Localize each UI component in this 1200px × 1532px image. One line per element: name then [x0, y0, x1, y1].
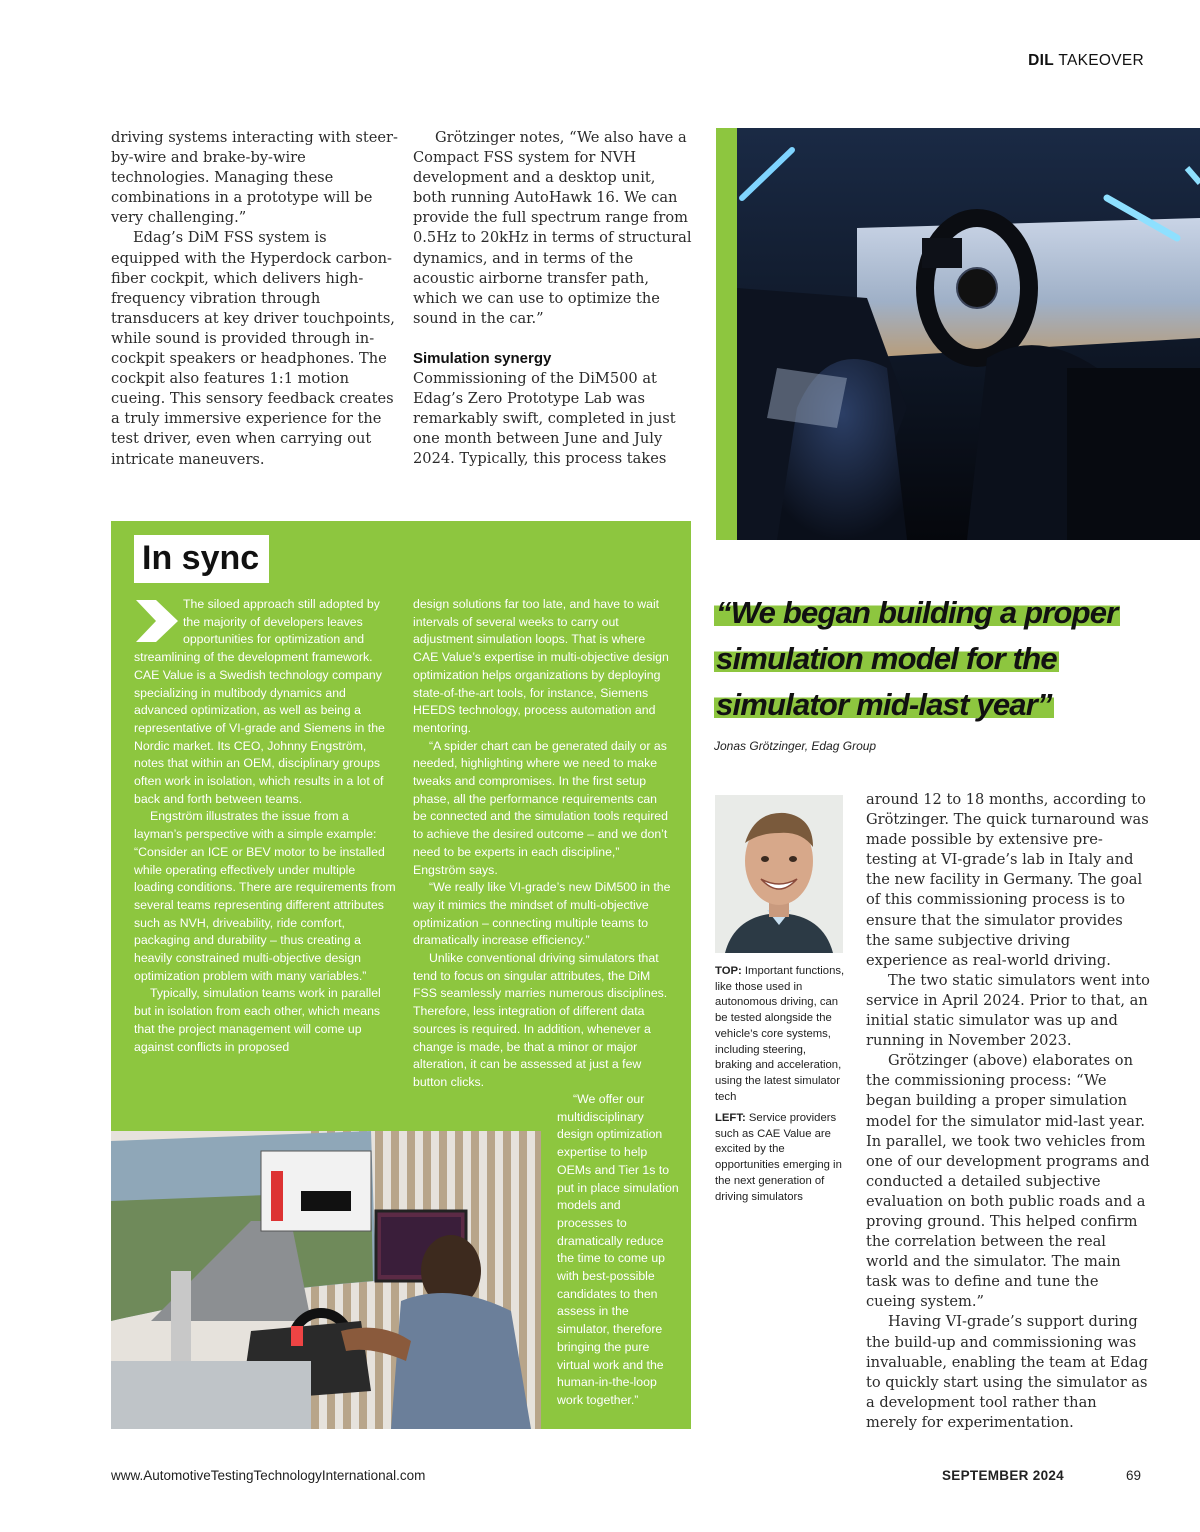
article-paragraph: The two static simulators went into service in April 2024. Prior to that, an initial static simulator was up and running in November 2023. [866, 971, 1150, 1050]
section-header [1028, 52, 1144, 70]
simulator-photo [111, 1131, 541, 1429]
sidebar-lead: The siloed approach still adopted by the majority of developers leaves opportunities for optimization and [183, 597, 380, 647]
section-header-rest: TAKEOVER [1058, 52, 1144, 69]
caption-left [715, 1111, 845, 1205]
pull-quote-attribution: Jonas Grötzinger, Edag Group [714, 739, 877, 753]
caption-label: LEFT: [715, 1112, 746, 1124]
pull-quote-line: “We began building a proper [716, 595, 1118, 630]
sidebar-paragraph: streamlining of the development framework. CAE Value is a Swedish technology company specializing in multibody dynamics and advanced optimization, as well as being a representative of VI-grade and Siemens in the Nordic market. Its CEO, Johnny Engström, notes that within an OEM, disciplinary groups often work in isolation, which results in a lot of back and forth between teams. [134, 650, 385, 806]
article-paragraph: Grötzinger notes, “We also have a Compact FSS system for NVH development and a desktop unit, both running AutoHawk 16. We can provide the full spectrum range from 0.5Hz to 20kHz in terms of structural dynamics, and in terms of the acoustic airborne transfer path, which we can use to optimize the sound in the car.” [413, 129, 692, 327]
subheading: Simulation synergy [413, 349, 552, 367]
portrait-photo [715, 795, 843, 953]
caption-text: Important functions, like those used in autonomous driving, can be tested alongside the vehicle’s core systems, including steering, braking and acceleration, using the latest simulator tech [715, 965, 845, 1103]
sidebar-column-1 [134, 596, 396, 1056]
cockpit-photo [737, 128, 1200, 540]
section-header-bold: DIL [1028, 52, 1054, 69]
article-paragraph: Grötzinger (above) elaborates on the commissioning process: “We began building a proper simulation model for the simulator mid-last year. In parallel, we took two vehicles from one of our development programs and conducted a detailed subjective evaluation on both public roads and a proving ground. This helped confirm the correlation between the real world and the simulator. The main task was to define and tune the cueing system.” [866, 1052, 1150, 1311]
sidebar-paragraph: “We offer our multidisciplinary design optimization expertise to help OEMs and Tier 1s to put in place simulation models and processes to dramatically reduce the time to come up with best-possible candidates to then assess in the simulator, therefore bringing the pure virtual work and the human-in-the-loop work together.” [557, 1092, 679, 1407]
caption-top [715, 964, 845, 1105]
article-column-3 [866, 790, 1150, 1433]
sidebar-paragraph: Unlike conventional driving simulators that tend to focus on singular attributes, the DiM FSS seamlessly marries numerous disciplines. Therefore, less integration of different data sources is required. In addition, whenever a change is made, be that a minor or major alteration, it can be assessed at just a few button clicks. [413, 951, 668, 1089]
page-number: 69 [1126, 1468, 1142, 1483]
article-paragraph: Having VI-grade’s support during the build-up and commissioning was invaluable, enabling the team at Edag to quickly start using the simulator as a development tool rather than merely for experimentation. [866, 1313, 1148, 1431]
sidebar-paragraph: “A spider chart can be generated daily or as needed, highlighting where we need to make tweaks and compromises. In the first setup phase, all the performance requirements can be connected and the simulation tools required to achieve the desired outcome – and we don’t need to be experts in each discipline,” Engström says. [413, 738, 668, 877]
sidebar-paragraph: design solutions far too late, and have to wait intervals of several weeks to carry out adjustment simulation loops. That is where CAE Value’s expertise in multi-objective design optimization helps organizations by deploying state-of-the-art tools, for instance, Siemens HEEDS technology, process automation and mentoring. [413, 597, 669, 735]
sidebar-title: In sync [134, 535, 269, 583]
article-paragraph: around 12 to 18 months, according to Grötzinger. The quick turnaround was made possible by extensive pre-testing at VI-grade’s lab in Italy and the new facility in Germany. The goal of this commissioning process is to ensure that the simulator provides the same subjective driving experience as real-world driving. [866, 791, 1149, 969]
article-paragraph: Edag’s DiM FSS system is equipped with the Hyperdock carbon-fiber cockpit, which delivers high-frequency vibration through transducers at key driver touchpoints, while sound is provided through in-cockpit speakers or headphones. The cockpit also features 1:1 motion cueing. This sensory feedback creates a truly immersive experience for the test driver, even when carrying out intricate maneuvers. [111, 229, 395, 468]
footer-issue-date: SEPTEMBER 2024 [942, 1468, 1064, 1483]
sidebar-paragraph: Engström illustrates the issue from a layman’s perspective with a simple example: “Consider an ICE or BEV motor to be installed while operating effectively under multiple loading conditions. There are requirements from several teams representing different attributes such as NVH, driveability, ride comfort, packaging and durability – thus creating a heavily constrained multi-objective design optimization problem with many variables.” [134, 809, 396, 983]
caption-text: Service providers such as CAE Value are excited by the opportunities emerging in the next generation of driving simulators [715, 1112, 842, 1203]
article-column-1 [111, 128, 399, 470]
sidebar-column-3 [557, 1091, 679, 1410]
article-paragraph: Commissioning of the DiM500 at Edag’s Zero Prototype Lab was remarkably swift, completed in just one month between June and July 2024. Typically, this process takes [413, 370, 676, 468]
pull-quote-line: simulator mid-last year” [716, 687, 1052, 722]
pull-quote-line: simulation model for the [716, 641, 1057, 676]
footer-website-link[interactable]: www.AutomotiveTestingTechnologyInternational.com [111, 1468, 426, 1483]
sidebar-paragraph: “We really like VI-grade’s new DiM500 in the way it mimics the mindset of multi-objective optimization – connecting multiple teams to dramatically increase efficiency.” [413, 880, 671, 948]
article-column-2 [413, 128, 693, 470]
pull-quote [714, 590, 1154, 728]
sidebar-paragraph: Typically, simulation teams work in parallel but in isolation from each other, which means that the project management will come up against conflicts in proposed [134, 986, 381, 1054]
article-paragraph: driving systems interacting with steer-by-wire and brake-by-wire technologies. Managing these combinations in a prototype will be very challenging.” [111, 129, 398, 227]
caption-label: TOP: [715, 965, 742, 977]
sidebar-column-2 [413, 596, 673, 1092]
